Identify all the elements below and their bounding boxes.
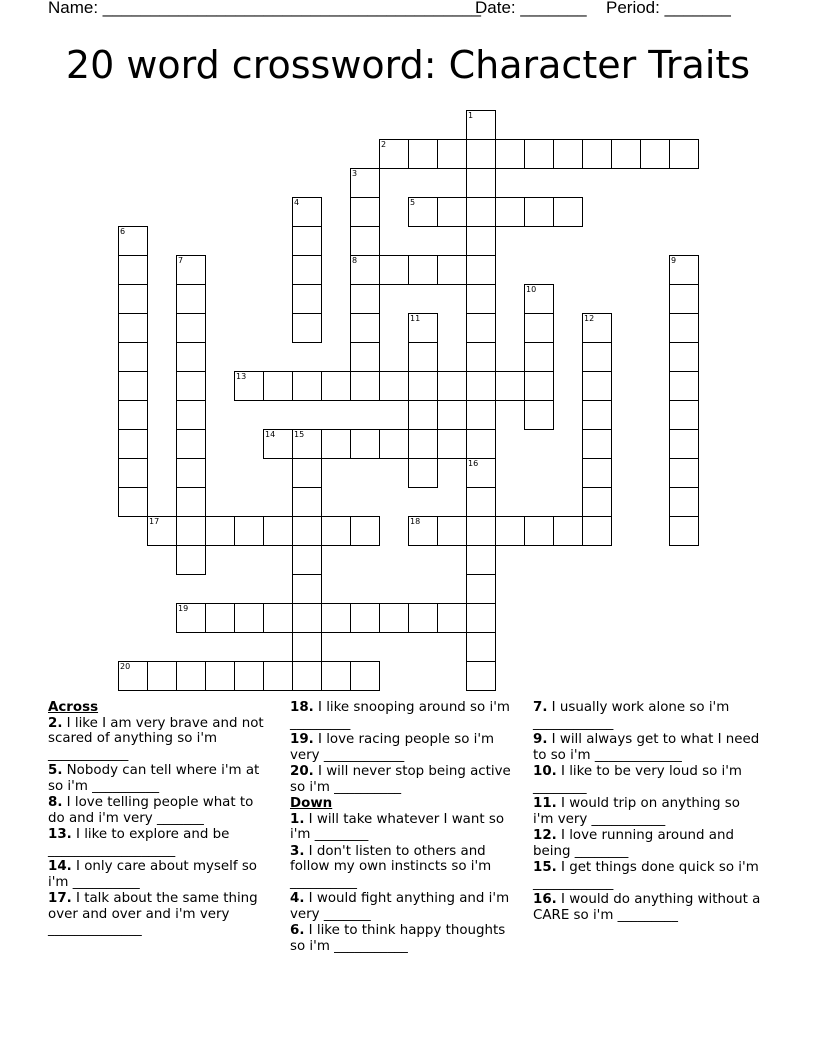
clue-number: 16. — [533, 892, 557, 907]
clue-number: 11. — [533, 796, 557, 811]
grid-cell[interactable] — [466, 603, 496, 633]
grid-cell[interactable] — [466, 516, 496, 546]
clue-number: 15. — [533, 860, 557, 875]
grid-cell[interactable] — [292, 661, 322, 691]
grid-cell[interactable] — [118, 313, 148, 343]
clue-item — [533, 892, 763, 923]
clue-text: I like snooping around so i'm _________ — [290, 700, 510, 731]
date-field[interactable]: Date: _______ — [475, 0, 587, 17]
grid-cell[interactable] — [292, 255, 322, 285]
grid-cell[interactable] — [466, 284, 496, 314]
cell-number: 9 — [671, 256, 677, 265]
grid-cell[interactable] — [118, 400, 148, 430]
clue-item — [290, 812, 515, 843]
grid-cell[interactable] — [437, 139, 467, 169]
grid-cell[interactable] — [118, 371, 148, 401]
clue-text: I only care about myself so i'm __________ — [48, 859, 257, 890]
clue-item — [48, 716, 273, 763]
grid-cell[interactable] — [669, 516, 699, 546]
grid-cell[interactable] — [669, 487, 699, 517]
grid-cell[interactable] — [524, 197, 554, 227]
grid-cell[interactable] — [321, 371, 351, 401]
grid-cell[interactable] — [263, 661, 293, 691]
grid-cell[interactable] — [524, 342, 554, 372]
grid-cell[interactable] — [263, 516, 293, 546]
grid-cell[interactable] — [495, 197, 525, 227]
grid-cell[interactable] — [669, 371, 699, 401]
grid-cell[interactable] — [466, 545, 496, 575]
grid-cell[interactable] — [350, 603, 380, 633]
grid-cell[interactable] — [118, 429, 148, 459]
clue-text: I will always get to what I need to so i'm _____________ — [533, 732, 760, 763]
grid-cell[interactable] — [205, 516, 235, 546]
grid-cell[interactable] — [379, 255, 409, 285]
grid-cell[interactable] — [466, 313, 496, 343]
grid-cell[interactable] — [669, 458, 699, 488]
clue-text: I love racing people so i'm very ____________ — [290, 732, 495, 763]
cell-number: 17 — [149, 517, 160, 526]
clue-text: I will never stop being active so i'm __________ — [290, 764, 511, 795]
clue-item — [48, 763, 273, 794]
clue-column-2 — [290, 700, 515, 955]
grid-cell[interactable] — [582, 342, 612, 372]
grid-cell[interactable] — [350, 371, 380, 401]
cell-number: 5 — [410, 198, 416, 207]
grid-cell[interactable] — [350, 313, 380, 343]
grid-cell[interactable] — [582, 400, 612, 430]
grid-cell[interactable] — [118, 342, 148, 372]
grid-cell[interactable] — [582, 516, 612, 546]
period-field[interactable]: Period: _______ — [606, 0, 731, 17]
clue-item — [48, 827, 273, 858]
grid-cell[interactable] — [553, 139, 583, 169]
grid-cell[interactable] — [205, 603, 235, 633]
grid-cell[interactable] — [466, 632, 496, 662]
cell-number: 15 — [294, 430, 305, 439]
grid-cell[interactable] — [176, 371, 206, 401]
clue-number: 9. — [533, 732, 548, 747]
cell-number: 2 — [381, 140, 387, 149]
grid-cell[interactable] — [292, 226, 322, 256]
grid-cell[interactable] — [582, 458, 612, 488]
grid-cell[interactable] — [147, 661, 177, 691]
cell-number: 8 — [352, 256, 358, 265]
grid-cell[interactable] — [176, 661, 206, 691]
grid-cell[interactable] — [466, 226, 496, 256]
grid-cell[interactable] — [292, 574, 322, 604]
grid-cell[interactable] — [176, 342, 206, 372]
clue-item — [290, 764, 515, 795]
grid-cell[interactable] — [379, 603, 409, 633]
grid-cell[interactable] — [118, 487, 148, 517]
clue-text: I would fight anything and i'm very _______ — [290, 891, 510, 922]
grid-cell[interactable] — [466, 429, 496, 459]
clue-item — [533, 796, 763, 827]
clue-item — [533, 764, 763, 795]
clue-text: I love telling people what to do and i'm very _______ — [48, 795, 254, 826]
grid-cell[interactable] — [292, 371, 322, 401]
clue-item — [290, 700, 515, 731]
clue-item — [290, 923, 515, 954]
grid-cell[interactable] — [176, 313, 206, 343]
grid-cell[interactable] — [350, 516, 380, 546]
grid-cell[interactable] — [669, 139, 699, 169]
clue-text: I usually work alone so i'm ____________ — [533, 700, 730, 731]
clue-text: I like to be very loud so i'm ________ — [533, 764, 742, 795]
grid-cell[interactable] — [495, 371, 525, 401]
clue-text: I like I am very brave and not scared of anything so i'm ____________ — [48, 715, 264, 762]
cell-number: 13 — [236, 372, 247, 381]
grid-cell[interactable] — [640, 139, 670, 169]
clue-item — [290, 844, 515, 891]
cell-number: 7 — [178, 256, 184, 265]
grid-cell[interactable] — [176, 487, 206, 517]
grid-cell[interactable] — [466, 574, 496, 604]
clue-number: 19. — [290, 732, 314, 747]
grid-cell[interactable] — [466, 487, 496, 517]
grid-cell[interactable] — [495, 516, 525, 546]
grid-cell[interactable] — [582, 371, 612, 401]
clue-item — [533, 732, 763, 763]
grid-cell[interactable] — [176, 284, 206, 314]
clue-text: I talk about the same thing over and over and i'm very ______________ — [48, 891, 258, 937]
grid-cell[interactable] — [321, 661, 351, 691]
grid-cell[interactable] — [292, 603, 322, 633]
clue-text: I will take whatever I want so i'm ________ — [290, 811, 505, 842]
grid-cell[interactable] — [408, 342, 438, 372]
clue-number: 2. — [48, 715, 63, 731]
cell-number: 20 — [120, 662, 131, 671]
grid-cell[interactable] — [669, 342, 699, 372]
grid-cell[interactable] — [466, 371, 496, 401]
cell-number: 16 — [468, 459, 479, 468]
grid-cell[interactable] — [582, 139, 612, 169]
grid-cell[interactable] — [524, 400, 554, 430]
clue-number: 8. — [48, 795, 63, 810]
grid-cell[interactable] — [466, 342, 496, 372]
grid-cell[interactable] — [176, 545, 206, 575]
clue-text: I get things done quick so i'm ____________ — [533, 860, 759, 891]
grid-cell[interactable] — [582, 429, 612, 459]
cell-number: 11 — [410, 314, 421, 323]
cell-number: 3 — [352, 169, 358, 178]
grid-cell[interactable] — [437, 516, 467, 546]
student-info-header — [48, 0, 748, 20]
clue-item — [48, 795, 273, 826]
grid-cell[interactable] — [466, 661, 496, 691]
clue-number: 20. — [290, 764, 314, 779]
grid-cell[interactable] — [379, 429, 409, 459]
grid-cell[interactable] — [118, 255, 148, 285]
grid-cell[interactable] — [350, 226, 380, 256]
clue-number: 18. — [290, 700, 314, 715]
grid-cell[interactable] — [350, 342, 380, 372]
clue-number: 10. — [533, 764, 557, 779]
grid-cell[interactable] — [437, 371, 467, 401]
clue-text: I love running around and being ________ — [533, 828, 734, 859]
clue-number: 6. — [290, 923, 305, 938]
grid-cell[interactable] — [176, 429, 206, 459]
grid-cell[interactable] — [321, 603, 351, 633]
grid-cell[interactable] — [176, 400, 206, 430]
grid-cell[interactable] — [437, 603, 467, 633]
clue-number: 4. — [290, 891, 305, 906]
grid-cell[interactable] — [495, 139, 525, 169]
clue-item — [48, 891, 273, 938]
clue-item — [290, 891, 515, 922]
grid-cell[interactable] — [408, 139, 438, 169]
grid-cell[interactable] — [350, 197, 380, 227]
grid-cell[interactable] — [408, 255, 438, 285]
grid-cell[interactable] — [437, 255, 467, 285]
grid-cell[interactable] — [524, 139, 554, 169]
grid-cell[interactable] — [553, 197, 583, 227]
cell-number: 12 — [584, 314, 595, 323]
grid-cell[interactable] — [234, 603, 264, 633]
grid-cell[interactable] — [524, 313, 554, 343]
grid-cell[interactable] — [408, 429, 438, 459]
grid-cell[interactable] — [669, 313, 699, 343]
grid-cell[interactable] — [611, 139, 641, 169]
grid-cell[interactable] — [669, 400, 699, 430]
grid-cell[interactable] — [234, 516, 264, 546]
clue-item — [533, 828, 763, 859]
grid-cell[interactable] — [669, 284, 699, 314]
cell-number: 10 — [526, 285, 537, 294]
grid-cell[interactable] — [350, 284, 380, 314]
grid-cell[interactable] — [437, 197, 467, 227]
cell-number: 1 — [468, 111, 474, 120]
grid-cell[interactable] — [669, 429, 699, 459]
clue-number: 17. — [48, 891, 72, 906]
grid-cell[interactable] — [292, 487, 322, 517]
clue-number: 1. — [290, 811, 305, 827]
down-heading: Down — [290, 796, 333, 811]
grid-cell[interactable] — [524, 516, 554, 546]
grid-cell[interactable] — [118, 458, 148, 488]
grid-cell[interactable] — [582, 487, 612, 517]
clue-text: I like to explore and be ___________________ — [48, 827, 230, 858]
cell-number: 18 — [410, 517, 421, 526]
clue-item — [48, 859, 273, 890]
grid-cell[interactable] — [292, 632, 322, 662]
grid-cell[interactable] — [466, 197, 496, 227]
grid-cell[interactable] — [292, 458, 322, 488]
grid-cell[interactable] — [321, 429, 351, 459]
grid-cell[interactable] — [350, 429, 380, 459]
grid-cell[interactable] — [350, 661, 380, 691]
clue-text: Nobody can tell where i'm at so i'm __________ — [48, 763, 260, 794]
grid-cell[interactable] — [263, 371, 293, 401]
cell-number: 6 — [120, 227, 126, 236]
clue-text: I don't listen to others and follow my own instincts so i'm __________ — [290, 843, 492, 890]
clue-number: 12. — [533, 828, 557, 843]
grid-cell[interactable] — [176, 516, 206, 546]
grid-cell[interactable] — [292, 313, 322, 343]
clue-column-3 — [533, 700, 763, 924]
grid-cell[interactable] — [408, 400, 438, 430]
clue-item — [533, 860, 763, 891]
clue-item — [533, 700, 763, 731]
clue-text: I would trip on anything so i'm very ___________ — [533, 796, 740, 827]
across-heading: Across — [48, 700, 99, 715]
page-title: 20 word crossword: Character Traits — [65, 43, 751, 87]
grid-cell[interactable] — [437, 429, 467, 459]
grid-cell[interactable] — [234, 661, 264, 691]
cell-number: 19 — [178, 604, 189, 613]
grid-cell[interactable] — [466, 400, 496, 430]
grid-cell[interactable] — [408, 371, 438, 401]
clue-text: I would do anything without a CARE so i'm _________ — [533, 892, 761, 923]
clue-number: 5. — [48, 763, 63, 778]
grid-cell[interactable] — [292, 284, 322, 314]
clue-number: 7. — [533, 700, 548, 715]
name-field[interactable]: Name: ________________________________________ — [48, 0, 481, 17]
grid-cell[interactable] — [205, 661, 235, 691]
grid-cell[interactable] — [466, 168, 496, 198]
clue-item — [290, 732, 515, 763]
grid-cell[interactable] — [263, 603, 293, 633]
clue-column-1 — [48, 700, 273, 939]
grid-cell[interactable] — [408, 603, 438, 633]
grid-cell[interactable] — [553, 516, 583, 546]
clue-number: 13. — [48, 827, 72, 842]
grid-cell[interactable] — [466, 255, 496, 285]
clue-number: 14. — [48, 859, 72, 874]
grid-cell[interactable] — [379, 371, 409, 401]
clue-number: 3. — [290, 843, 305, 859]
cell-number: 4 — [294, 198, 300, 207]
grid-cell[interactable] — [176, 458, 206, 488]
clue-text: I like to think happy thoughts so i'm ___________ — [290, 923, 506, 954]
grid-cell[interactable] — [524, 371, 554, 401]
grid-cell[interactable] — [321, 516, 351, 546]
grid-cell[interactable] — [118, 284, 148, 314]
grid-cell[interactable] — [292, 516, 322, 546]
grid-cell[interactable] — [292, 545, 322, 575]
grid-cell[interactable] — [408, 458, 438, 488]
cell-number: 14 — [265, 430, 276, 439]
grid-cell[interactable] — [466, 139, 496, 169]
